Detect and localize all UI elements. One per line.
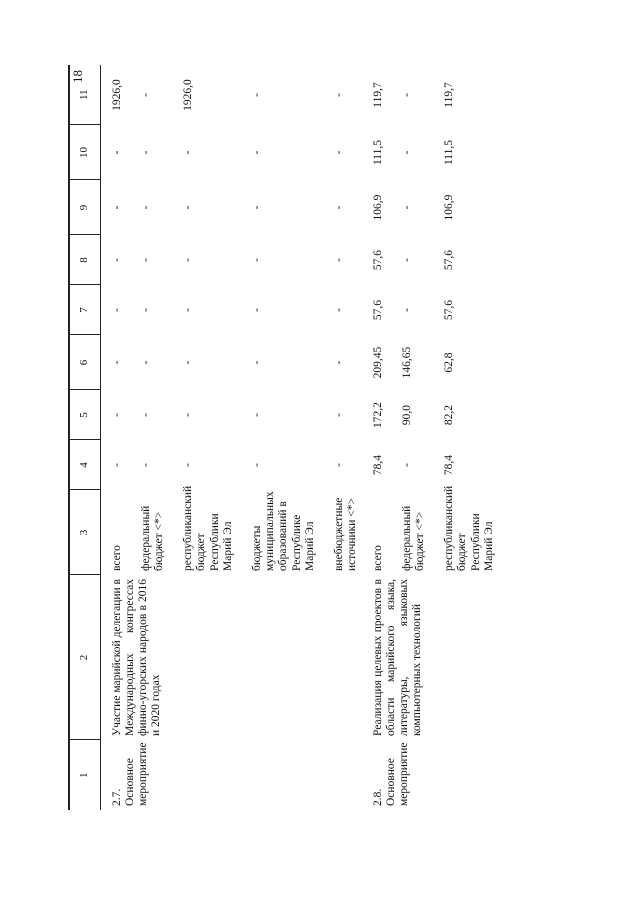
value-cell: 111,5: [371, 139, 384, 166]
measure-name: Участие марийской делегации в Международных конгрессах финно-угорских народов в 2016 и 2020 годах: [110, 579, 163, 736]
funding-source: внебюджетные источники <*>: [333, 497, 359, 571]
value-cell: -: [139, 258, 152, 262]
value-cell: 1926,0: [182, 79, 195, 111]
value-cell: 1926,0: [110, 79, 123, 111]
value-cell: -: [182, 308, 195, 312]
value-cell: -: [139, 308, 152, 312]
measure-code: 2.8. Основное мероприятие: [371, 742, 410, 806]
column-header: 3: [69, 490, 100, 575]
value-cell: -: [333, 93, 346, 97]
value-cell: -: [139, 205, 152, 210]
table-body: [100, 65, 498, 810]
value-cell: -: [400, 258, 413, 262]
value-cell: -: [110, 150, 123, 155]
value-cell: -: [333, 258, 346, 262]
value-cell: -: [400, 93, 413, 97]
value-cell: 90,0: [400, 404, 413, 426]
value-cell: -: [400, 463, 413, 467]
column-header: 5: [69, 390, 100, 440]
column-header: 4: [69, 440, 100, 490]
column-header: 1: [69, 740, 100, 810]
column-header: 9: [69, 180, 100, 235]
value-cell: -: [400, 150, 413, 155]
value-cell: 62,8: [443, 352, 456, 373]
value-cell: 57,6: [443, 249, 456, 271]
funding-source: республиканский бюджет Республики Марий Эл: [182, 485, 234, 571]
value-cell: -: [110, 360, 123, 365]
value-cell: -: [139, 413, 152, 417]
value-cell: -: [182, 413, 195, 417]
measure-name: Реализация целевых проектов в области марийского языка, литературы, языковых компьютерных технологий: [371, 579, 424, 736]
value-cell: 78,4: [371, 454, 384, 476]
value-cell: 57,6: [371, 299, 384, 321]
value-cell: 106,9: [371, 194, 384, 221]
value-cell: -: [182, 258, 195, 262]
value-cell: -: [251, 413, 264, 417]
funding-source: федеральный бюджет <*>: [400, 505, 426, 571]
value-cell: -: [333, 150, 346, 155]
funding-source: федеральный бюджет <*>: [139, 505, 165, 571]
value-cell: 57,6: [443, 299, 456, 321]
value-cell: 57,6: [371, 249, 384, 271]
funding-source: бюджеты муниципальных образований в Республике Марий Эл: [251, 491, 316, 571]
value-cell: -: [333, 463, 346, 467]
value-cell: -: [182, 360, 195, 365]
header-row: [69, 65, 100, 810]
value-cell: 78,4: [443, 454, 456, 476]
value-cell: -: [139, 150, 152, 155]
page-number: 18: [70, 70, 85, 83]
column-header: 6: [69, 335, 100, 390]
value-cell: -: [333, 360, 346, 365]
column-header: 11: [69, 65, 100, 125]
value-cell: -: [110, 258, 123, 262]
value-cell: -: [110, 463, 123, 467]
value-cell: 119,7: [371, 82, 384, 108]
column-header: 8: [69, 235, 100, 285]
value-cell: -: [400, 205, 413, 210]
value-cell: 209,45: [371, 346, 384, 379]
value-cell: -: [110, 308, 123, 312]
funding-source: всего: [371, 545, 384, 571]
value-cell: 172,2: [371, 402, 384, 428]
value-cell: -: [251, 360, 264, 365]
value-cell: -: [251, 463, 264, 467]
value-cell: -: [182, 150, 195, 155]
value-cell: 119,7: [443, 82, 456, 108]
value-cell: -: [251, 205, 264, 210]
value-cell: 146,65: [400, 346, 413, 379]
value-cell: -: [251, 150, 264, 155]
column-header: 10: [69, 125, 100, 180]
value-cell: 106,9: [443, 194, 456, 221]
budget-table: [68, 65, 498, 810]
table-row: [362, 65, 387, 810]
value-cell: -: [251, 93, 264, 97]
value-cell: -: [251, 308, 264, 312]
measure-code: 2.7. Основное мероприятие: [110, 742, 149, 806]
value-cell: -: [182, 205, 195, 210]
value-cell: -: [400, 308, 413, 312]
value-cell: -: [110, 205, 123, 210]
column-header: 2: [69, 575, 100, 740]
value-cell: -: [139, 93, 152, 97]
value-cell: -: [139, 360, 152, 365]
value-cell: 111,5: [443, 139, 456, 166]
value-cell: -: [333, 413, 346, 417]
funding-source: республиканский бюджет Республики Марий Эл: [443, 485, 495, 571]
column-header: 7: [69, 285, 100, 335]
value-cell: -: [139, 463, 152, 467]
table-row: [100, 65, 126, 810]
value-cell: -: [182, 463, 195, 467]
value-cell: -: [333, 308, 346, 312]
funding-source: всего: [110, 545, 123, 571]
value-cell: -: [333, 205, 346, 210]
value-cell: -: [251, 258, 264, 262]
value-cell: -: [110, 413, 123, 417]
value-cell: 82,2: [443, 404, 456, 426]
